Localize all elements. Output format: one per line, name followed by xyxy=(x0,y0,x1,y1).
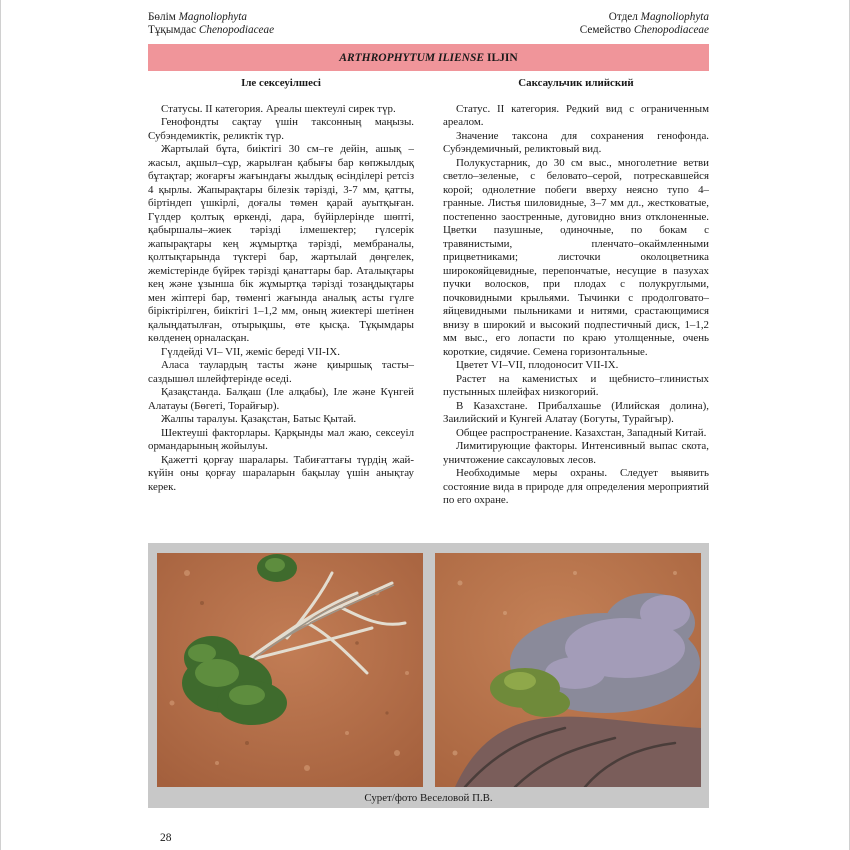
running-header-left xyxy=(148,11,274,38)
page-number: 28 xyxy=(160,832,172,844)
plant-photo-right-image xyxy=(435,553,701,787)
kz-paragraph-habitat: Аласа таулардың тасты және қиыршық тасты–саздышөл шлейфтерінде өседі. xyxy=(148,359,414,385)
ru-paragraph-significance: Значение таксона для сохранения генофонда. Субэндемичный, реликтовый вид. xyxy=(443,129,709,155)
ru-paragraph-status: Статус. II категория. Редкий вид с ограниченным ареалом. xyxy=(443,102,709,128)
plant-photo-left-image xyxy=(157,553,423,787)
ru-paragraph-phenology: Цветет VI–VII, плодоносит VII-IX. xyxy=(456,359,619,371)
ru-paragraph-general-range: Общее распространение. Казахстан, Западный Китай. xyxy=(456,426,707,439)
plant-photo-right xyxy=(435,553,701,787)
plant-photo-left xyxy=(157,553,423,787)
kz-paragraph-general-range: Жалпы таралуы. Қазақстан, Батыс Қытай. xyxy=(161,413,357,425)
ru-paragraph-protection: Необходимые меры охраны. Следует выявить состояние вида в природе для определения мероприятий по его охране. xyxy=(443,467,709,506)
ru-paragraph-habitat: Растет на каменистых и щебнисто–глинистых пустынных шлейфах низкогорий. xyxy=(443,372,709,398)
russian-column xyxy=(443,77,709,508)
header-division-kz: Бөлім Magnoliophyta xyxy=(148,11,247,23)
kz-paragraph-description: Жартылай бұта, биіктігі 30 см–ге дейін, ашық – жасыл, ақшыл–сұр, жарылған қабығы бар көпжылдық бұтақтар; жоғарғы жағындағы жылдық өсінділері ретсіз 4 қырлы. Жапырақтары білезік тәрізді, 3-7 мм, қатты, біртіндеп үшкірлі, доғалы төмен қарай ауытқыған. Гүлдер қолтық өркенді, дара, бүйірлерінде шөпті, қабыршалы–жиек тәрізді ілмешектер; гүлсерік жапырақтары кең жұмыртқа тәрізді, мембраналы, қолтықтарында түктері бар, жартылай дөңгелек, жемістерінде бүйрек тәрізді қанаттары бар. Аталықтары кең және ұзынша бік жұмыртқа тәрізді тозаңдықтары мен жіптері бар, төменгі жағында аналық асты гүлге біріктірілген, биіктігі 1–1,2 мм, оның жиектері шетінен қалыңдатылған, отырықшы, өте қысқа. Тұқымдары көлденең орналасқан. xyxy=(148,143,414,344)
running-header-right xyxy=(580,11,709,38)
kz-paragraph-kazakhstan-range: Қазақстанда. Балқаш (Іле алқабы), Іле және Күнгей Алатауы (Бөгеті, Торайғыр). xyxy=(148,386,414,412)
page-edge-left xyxy=(0,0,1,850)
kazakh-column xyxy=(148,77,414,494)
header-family-kz: Тұқымдас Chenopodiaceae xyxy=(148,24,275,37)
ru-paragraph-description: Полукустарник, до 30 см выс., многолетние ветви светло–зеленые, с беловато–серой, потрескавшейся корой; однолетние побеги вверху неясно тупо 4–гранные. Листья шиловидные, 3–7 мм дл., жестковатые, постепенно заостренные, дуговидно вниз отклоненные. Цветки пазушные, одиночные, по бокам с травянистыми, пленчато–окаймленными прицветниками; листочки околоцветника широкояйцевидные, перепончатые, несущие в пазухах пучки волосков, при плодах с полукруглыми, почковидными крыльями. Тычинки с продолговато–яйцевидными пыльниками и нитями, срастающимися внизу в широкий и высокий подпестичный диск, 1–1,2 мм выс., его лопасти по краю утолщенные, очень короткие, сидячие. Семена горизонтальные. xyxy=(443,156,709,358)
header-family-ru: Семейство Chenopodiaceae xyxy=(579,24,709,37)
kazakh-heading: Іле сексеуілшесі xyxy=(241,77,321,89)
ru-paragraph-limiting-factors: Лимитирующие факторы. Интенсивный выпас скота, уничтожение саксауловых лесов. xyxy=(443,440,709,466)
species-latin-name: ARTHROPHYTUM ILIENSE xyxy=(339,51,485,64)
kz-paragraph-phenology: Гүлдейді VI– VII, жеміс береді VII-IX. xyxy=(161,345,340,358)
photo-panel xyxy=(148,543,709,808)
header-division-ru: Отдел Magnoliophyta xyxy=(608,11,709,23)
photo-caption: Сурет/фото Веселовой П.В. xyxy=(364,792,493,804)
kz-paragraph-significance: Генофондты сақтау үшін таксонның маңызы. Субэндемиктік, реликтік түр. xyxy=(148,116,414,142)
kz-paragraph-limiting-factors: Шектеуші факторлары. Қарқынды мал жаю, сексеуіл ормандарының жойылуы. xyxy=(148,426,414,452)
species-author: ILJIN xyxy=(487,51,518,64)
ru-paragraph-kazakhstan-range: В Казахстане. Прибалхашье (Илийская долина), Заилийский и Кунгей Алатау (Богуты, Турайгыр). xyxy=(443,399,709,425)
russian-heading: Саксаульчик илийский xyxy=(518,77,634,89)
kz-paragraph-protection: Қажетті қорғау шаралары. Табиғаттағы түрдің жай-күйін оны қорғау шараларын бақылау үшін анықтау керек. xyxy=(148,453,414,493)
kz-paragraph-status: Статусы. II категория. Ареалы шектеулі сирек түр. xyxy=(161,102,396,115)
species-title-banner xyxy=(148,44,709,71)
